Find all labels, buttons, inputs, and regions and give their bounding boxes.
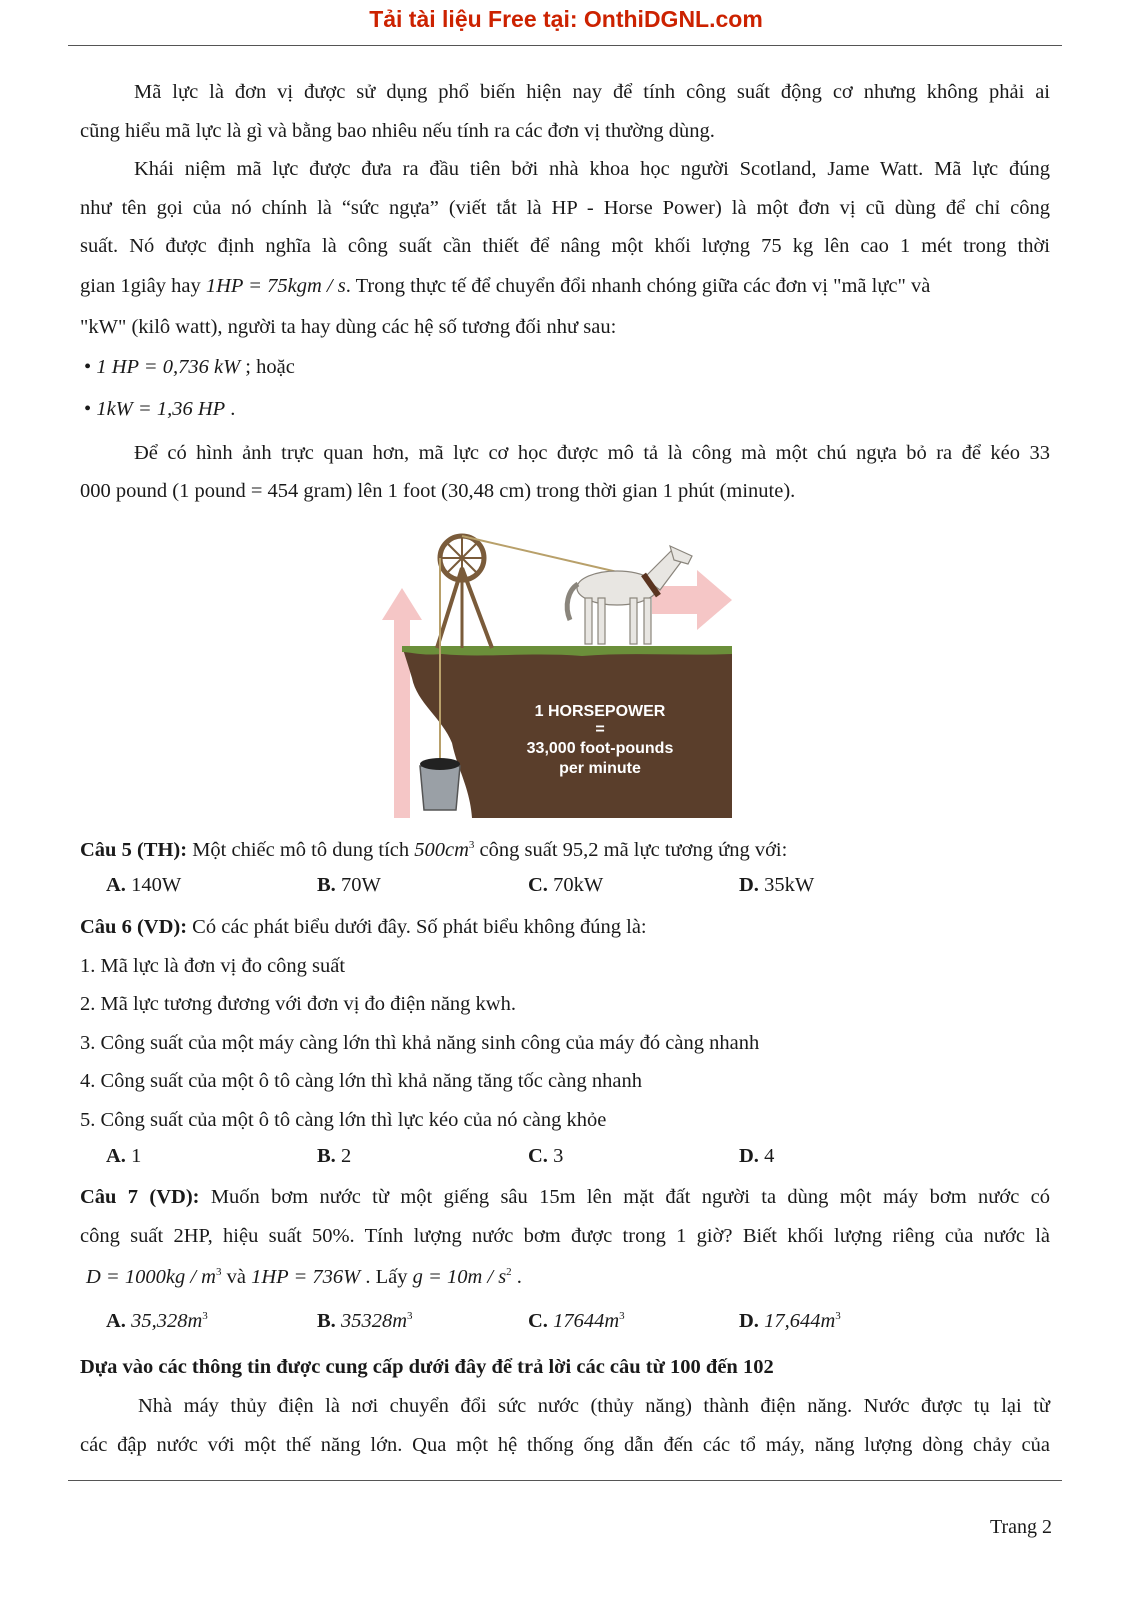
option-key: B. <box>317 1310 336 1332</box>
paragraph-line: như tên gọi của nó chính là “sức ngựa” (viết tắt là HP - Horse Power) là một đơn vị cũ dùng để chỉ công <box>80 197 1050 219</box>
answer-option-a <box>106 874 181 897</box>
text: ; hoặc <box>240 356 295 378</box>
page-number: Trang 2 <box>989 1516 1052 1538</box>
option-key: D. <box>739 1145 759 1167</box>
question-label: Câu 7 (VD): <box>80 1186 200 1208</box>
text: . Lấy <box>360 1266 413 1288</box>
text: . Trong thực tế để chuyển đổi nhanh chóng giữa các đơn vị "mã lực" và <box>345 275 931 297</box>
bullet-dot-icon: • <box>84 398 97 420</box>
formula: 1 HP = 0,736 kW <box>96 356 241 378</box>
figure-caption-line: per minute <box>559 760 641 777</box>
text: Một chiếc mô tô dung tích <box>187 839 415 861</box>
option-value: 35328m <box>335 1310 407 1332</box>
superscript: 3 <box>835 1310 841 1322</box>
answer-option-c <box>528 1145 563 1168</box>
superscript: 3 <box>619 1310 625 1322</box>
option-value: 4 <box>758 1145 775 1167</box>
figure-caption-line: = <box>595 721 605 738</box>
answer-option-b <box>317 1145 351 1168</box>
answer-option-d <box>739 1145 774 1168</box>
bucket-icon <box>420 766 460 810</box>
answer-options <box>80 1145 1050 1173</box>
statement: 3. Công suất của một máy càng lớn thì khả năng sinh công của máy đó càng nhanh <box>80 1032 760 1054</box>
text: và <box>221 1266 252 1288</box>
paragraph-line: Mã lực là đơn vị được sử dụng phổ biến hiện nay để tính công suất động cơ nhưng không phải ai <box>134 81 1050 103</box>
option-key: A. <box>106 1145 126 1167</box>
text: gian 1giây hay <box>80 275 206 297</box>
superscript: 3 <box>202 1310 208 1322</box>
superscript: 3 <box>216 1266 222 1278</box>
option-key: D. <box>739 874 759 896</box>
text: Muốn bơm nước từ một giếng sâu 15m lên mặt đất người ta dùng một máy bơm nước có <box>199 1186 1050 1208</box>
question-label: Câu 6 (VD): <box>80 916 188 938</box>
option-value: 17644m <box>547 1310 620 1332</box>
statement: 2. Mã lực tương đương với đơn vị đo điện năng kwh. <box>80 993 516 1015</box>
statement: 5. Công suất của một ô tô càng lớn thì lực kéo của nó càng khỏe <box>80 1109 607 1131</box>
formula: 1HP = 736W <box>251 1266 361 1288</box>
option-value: 3 <box>547 1145 564 1167</box>
bullet-item <box>84 395 1054 423</box>
answer-option-c <box>528 1310 625 1333</box>
superscript: 3 <box>407 1310 413 1322</box>
answer-option-d <box>739 1310 841 1333</box>
option-value: 70W <box>335 874 381 896</box>
answer-option-b <box>317 1310 413 1333</box>
question-label: Câu 5 (TH): <box>80 839 188 861</box>
option-key: C. <box>528 1310 548 1332</box>
figure-caption-line: 33,000 foot-pounds <box>526 740 674 757</box>
question-6 <box>80 913 1050 941</box>
option-key: C. <box>528 874 548 896</box>
question-7 <box>80 1183 1050 1211</box>
bullet-item <box>84 353 1054 381</box>
bullet-dot-icon: • <box>84 356 97 378</box>
grass <box>402 646 732 656</box>
formula: D = 1000kg / m <box>86 1266 216 1288</box>
paragraph-line: các đập nước với một thế năng lớn. Qua một hệ thống ống dẫn đến các tổ máy, năng lượng dòng chảy của <box>80 1434 1050 1456</box>
answer-options <box>80 1310 1050 1338</box>
paragraph-line: Nhà máy thủy điện là nơi chuyển đổi sức nước (thủy năng) thành điện năng. Nước được tụ lại từ <box>138 1395 1050 1417</box>
superscript: 2 <box>506 1266 512 1278</box>
answer-option-c <box>528 874 603 897</box>
text: Có các phát biểu dưới đây. Số phát biểu không đúng là: <box>187 916 647 938</box>
superscript: 3 <box>468 839 475 851</box>
answer-option-b <box>317 874 381 897</box>
paragraph-line <box>80 272 1050 300</box>
formula-hp: 1HP = 75kgm / s <box>205 275 346 297</box>
option-key: B. <box>317 874 336 896</box>
figure-caption-line: 1 HORSEPOWER <box>534 703 666 720</box>
answer-option-d <box>739 874 814 897</box>
statement: 4. Công suất của một ô tô càng lớn thì khả năng tăng tốc càng nhanh <box>80 1070 642 1092</box>
answer-option-a <box>106 1145 141 1168</box>
option-value: 1 <box>125 1145 142 1167</box>
text: . <box>511 1266 522 1288</box>
section-title: Dựa vào các thông tin được cung cấp dưới đây để trả lời các câu từ 100 đến 102 <box>80 1356 774 1378</box>
text: . <box>225 398 236 420</box>
paragraph-line: công suất 2HP, hiệu suất 50%. Tính lượng nước bơm được trong 1 giờ? Biết khối lượng riêng của nước là <box>80 1225 1050 1247</box>
statement: 1. Mã lực là đơn vị đo công suất <box>80 955 346 977</box>
paragraph-line: cũng hiểu mã lực là gì và bằng bao nhiêu nếu tính ra các đơn vị thường dùng. <box>80 120 715 142</box>
footer-rule <box>68 1480 1062 1481</box>
up-arrow-icon <box>382 588 422 818</box>
answer-option-a <box>106 1310 208 1333</box>
formula: 1kW = 1,36 HP <box>96 398 226 420</box>
paragraph-line: Khái niệm mã lực được đưa ra đầu tiên bởi nhà khoa học người Scotland, Jame Watt. Mã lực đúng <box>134 158 1050 180</box>
paragraph-line: 000 pound (1 pound = 454 gram) lên 1 foot (30,48 cm) trong thời gian 1 phút (minute). <box>80 480 796 502</box>
option-value: 17,644m <box>758 1310 836 1332</box>
formula: 500cm <box>414 839 469 861</box>
option-key: B. <box>317 1145 336 1167</box>
option-value: 2 <box>335 1145 352 1167</box>
text: công suất 95,2 mã lực tương ứng với: <box>474 839 788 861</box>
paragraph-line: suất. Nó được định nghĩa là công suất cần thiết để nâng một khối lượng 75 kg lên cao 1 mét trong thời <box>80 235 1050 257</box>
option-value: 70kW <box>547 874 604 896</box>
formula: g = 10m / s <box>412 1266 507 1288</box>
horsepower-illustration <box>382 528 752 838</box>
option-value: 140W <box>125 874 182 896</box>
answer-options <box>80 874 1050 902</box>
option-value: 35,328m <box>125 1310 203 1332</box>
option-key: A. <box>106 874 126 896</box>
option-key: C. <box>528 1145 548 1167</box>
paragraph-line: "kW" (kilô watt), người ta hay dùng các hệ số tương đối như sau: <box>80 316 617 338</box>
paragraph-line <box>86 1263 1056 1291</box>
site-banner[interactable]: Tải tài liệu Free tại: OnthiDGNL.com <box>369 6 763 32</box>
question-5 <box>80 836 1050 864</box>
option-key: D. <box>739 1310 759 1332</box>
paragraph-line: Để có hình ảnh trực quan hơn, mã lực cơ học được mô tả là công mà một chú ngựa bỏ ra để kéo 33 <box>134 442 1050 464</box>
header-rule <box>68 45 1062 46</box>
option-value: 35kW <box>758 874 815 896</box>
option-key: A. <box>106 1310 126 1332</box>
